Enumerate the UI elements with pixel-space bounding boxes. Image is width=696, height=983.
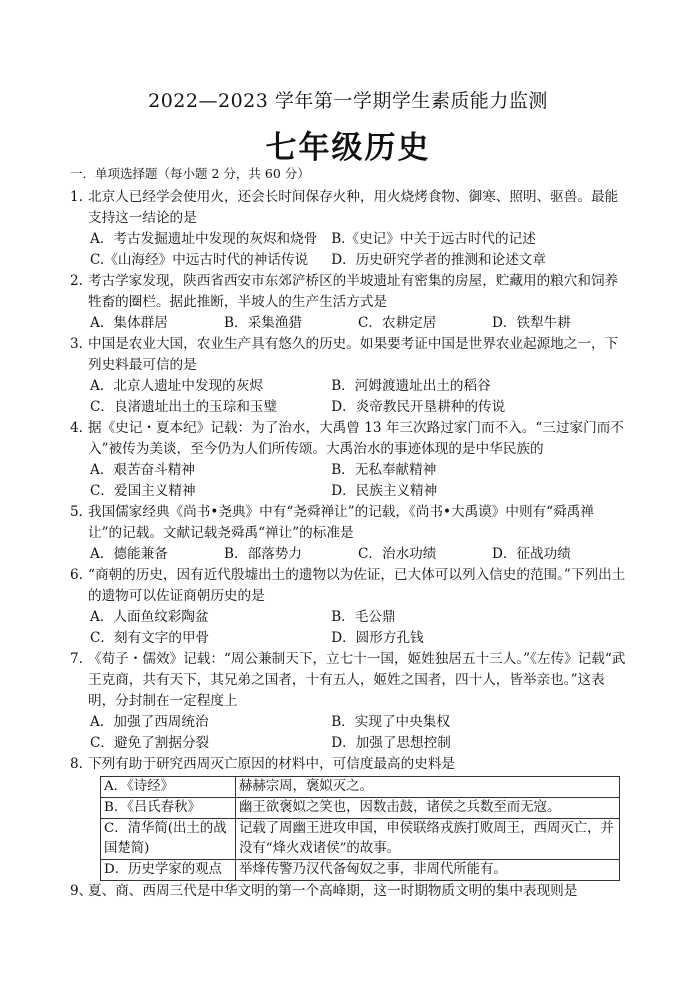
question-4: [70, 418, 626, 460]
option-b[interactable]: B．河姆渡遗址出土的稻谷: [331, 378, 491, 394]
option-b[interactable]: B．采集渔猎: [224, 315, 302, 331]
question-1: [70, 187, 626, 229]
table-cell-source: D．历史学家的观点: [101, 860, 236, 881]
option-c[interactable]: C．农耕定居: [358, 315, 437, 331]
question-6-options: [70, 607, 626, 649]
option-a[interactable]: A．考古发掘遗址中发现的灰烬和烧骨: [90, 231, 318, 247]
option-c[interactable]: C.《山海经》中远古时代的神话传说: [90, 252, 309, 268]
table-row[interactable]: [101, 777, 620, 798]
option-b[interactable]: B．毛公鼎: [331, 609, 396, 625]
question-number: 5.: [70, 504, 83, 520]
option-b[interactable]: B．实现了中央集权: [331, 714, 450, 730]
question-9: [70, 881, 626, 902]
question-2: [70, 271, 626, 313]
option-c[interactable]: C．治水功绩: [358, 546, 437, 562]
question-stem: “商朝的历史，因有近代殷墟出土的遗物以为佐证，已大体可以列入信史的范围。”下列出土的遗物可以佐证商朝历史的是: [88, 567, 626, 604]
option-b[interactable]: B．无私奉献精神: [331, 462, 437, 478]
question-3: [70, 334, 626, 376]
table-cell-content: 幽王欲褒姒之笑也，因数击鼓，诸侯之兵数至而无寇。: [236, 798, 620, 819]
option-c[interactable]: C．爱国主义精神: [90, 483, 196, 499]
question-2-options: [70, 313, 626, 334]
exam-content: [70, 163, 626, 902]
option-c[interactable]: C．良渚遗址出土的玉琮和玉璧: [90, 399, 278, 415]
question-stem: 据《史记・夏本纪》记载：为了治水，大禹曾 13 年三次路过家门而不入。“三过家门而不入”被传为美谈，至今仍为人们所传颂。大禹治水的事迹体现的是中华民族的: [88, 420, 624, 457]
exam-title: 2022—2023 学年第一学期学生素质能力监测: [148, 90, 548, 112]
question-stem: 考古学家发现，陕西省西安市东郊浐桥区的半坡遗址有密集的房屋，贮藏用的粮穴和饲养牲畜的圈栏。据此推断，半坡人的生产生活方式是: [88, 273, 619, 310]
option-d[interactable]: D．铁犁牛耕: [492, 315, 571, 331]
option-a[interactable]: A．北京人遗址中发现的灰烬: [90, 378, 263, 394]
option-d[interactable]: D．炎帝教民开垦耕种的传说: [331, 399, 506, 415]
question-stem: 下列有助于研究西周灭亡原因的材料中，可信度最高的史料是: [88, 756, 456, 772]
option-c[interactable]: C．避免了割据分裂: [90, 735, 210, 751]
table-row[interactable]: [101, 860, 620, 881]
question-number: 4.: [70, 420, 83, 436]
option-b[interactable]: B．部落势力: [224, 546, 302, 562]
option-a[interactable]: A．集体群居: [90, 315, 168, 331]
option-a[interactable]: A．加强了西周统治: [90, 714, 209, 730]
question-stem: 北京人已经学会使用火，还会长时间保存火种，用火烧烤食物、御寒、照明、驱兽。最能支持这一结论的是: [88, 189, 619, 226]
table-cell-content: 赫赫宗周，褒姒灭之。: [236, 777, 620, 798]
option-c[interactable]: C．刻有文字的甲骨: [90, 630, 210, 646]
question-stem: 中国是农业大国，农业生产具有悠久的历史。如果要考证中国是世界农业起源地之一，下列史料最可信的是: [88, 336, 619, 373]
question-8: [70, 754, 626, 775]
question-number: 9、: [70, 883, 93, 899]
question-5-options: [70, 544, 626, 565]
table-cell-source: C．清华简(出土的战国楚简): [101, 819, 236, 860]
table-row[interactable]: [101, 819, 620, 860]
question-5: [70, 502, 626, 544]
option-a[interactable]: A．艰苦奋斗精神: [90, 462, 195, 478]
table-cell-source: B．《吕氏春秋》: [101, 798, 236, 819]
question-number: 3.: [70, 336, 83, 352]
question-1-options: [70, 229, 626, 271]
question-number: 6.: [70, 567, 83, 583]
question-number: 8.: [70, 756, 83, 772]
table-cell-content: 举烽传警乃汉代备匈奴之事，非周代所能有。: [236, 860, 620, 881]
question-6: [70, 565, 626, 607]
question-4-options: [70, 460, 626, 502]
option-d[interactable]: D．加强了思想控制: [331, 735, 451, 751]
table-row[interactable]: [101, 798, 620, 819]
question-3-options: [70, 376, 626, 418]
question-number: 7.: [70, 651, 83, 667]
question-number: 2.: [70, 273, 83, 289]
option-a[interactable]: A．德能兼备: [90, 546, 168, 562]
exam-subject-title: 七年级历史: [265, 130, 431, 166]
option-d[interactable]: D．民族主义精神: [331, 483, 438, 499]
option-d[interactable]: D．历史研究学者的推测和论述文章: [331, 252, 546, 268]
question-7: [70, 649, 626, 712]
question-number: 1.: [70, 189, 83, 205]
question-stem: 《荀子・儒效》记载：“周公兼制天下，立七十一国，姬姓独居五十三人。”《左传》记载“武王克商，共有天下，其兄弟之国者，十有五人，姬姓之国者，四十人，皆举亲也。”这表明，分封制在一定程度上: [88, 651, 626, 709]
option-d[interactable]: D．圆形方孔钱: [331, 630, 424, 646]
section-heading: 一．单项选择题（每小题 2 分，共 60 分）: [70, 166, 310, 181]
option-b[interactable]: B.《史记》中关于远古时代的记述: [331, 231, 536, 247]
question-7-options: [70, 712, 626, 754]
table-cell-content: 记载了周幽王进攻申国，申侯联络戎族打败周王，西周灭亡，并没有“烽火戏诸侯”的故事。: [236, 819, 620, 860]
table-cell-source: A．《诗经》: [101, 777, 236, 798]
question-stem: 我国儒家经典《尚书•尧典》中有“尧舜禅让”的记载，《尚书•大禹谟》中则有“舜禹禅让”的记载。文献记载尧舜禹“禅让”的标准是: [88, 504, 594, 541]
source-table: [100, 776, 620, 881]
question-stem: 夏、商、西周三代是中华文明的第一个高峰期，这一时期物质文明的集中表现则是: [88, 883, 578, 899]
option-a[interactable]: A．人面鱼纹彩陶盆: [90, 609, 209, 625]
option-d[interactable]: D．征战功绩: [492, 546, 571, 562]
